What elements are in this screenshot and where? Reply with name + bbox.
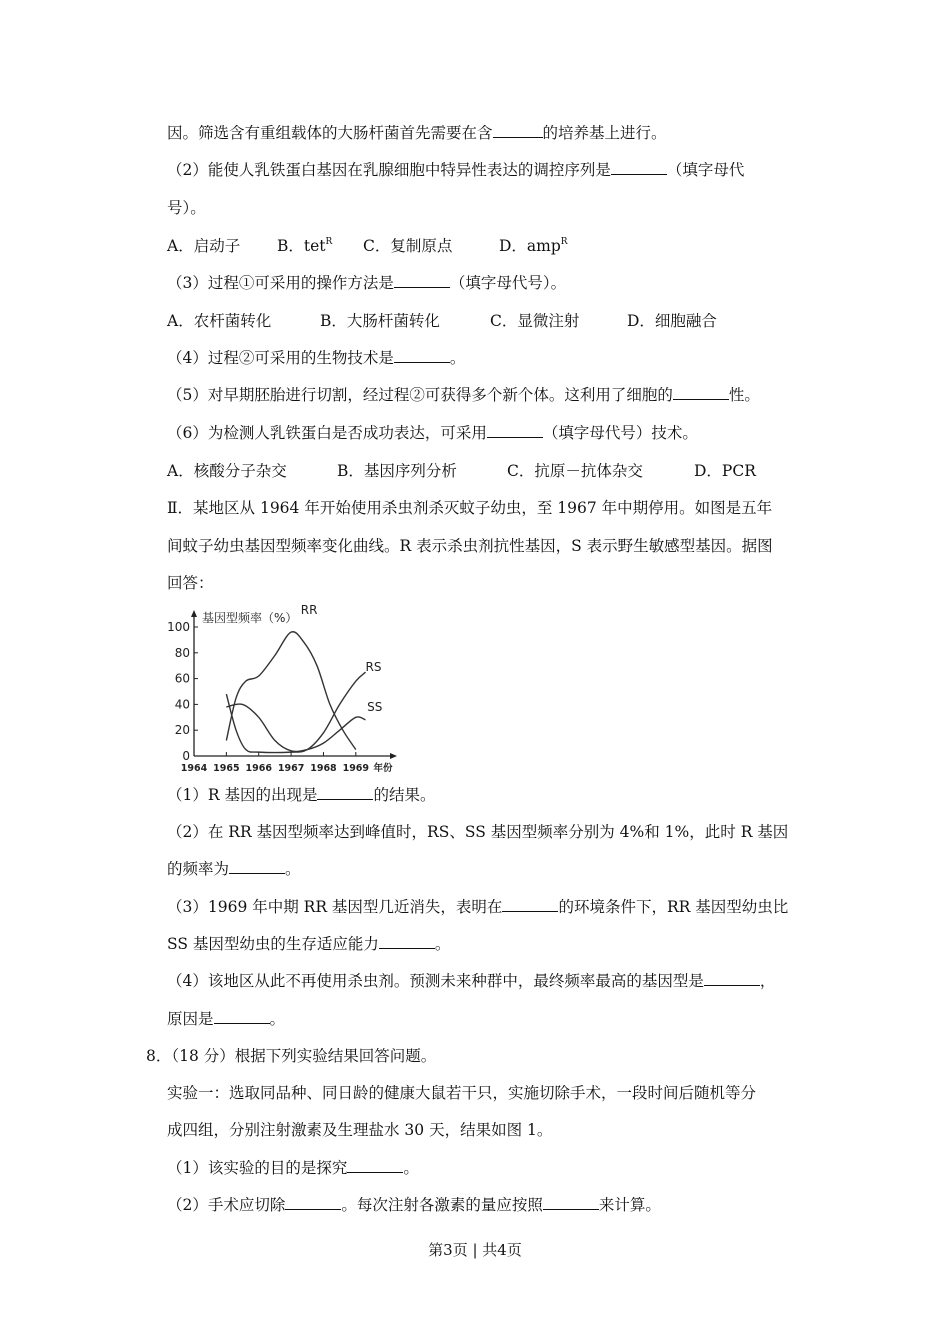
q7-p4-text-a: （4）过程②可采用的生物技术是 xyxy=(167,349,394,367)
q7-p2-cont: 号）。 xyxy=(167,199,206,217)
q7-p6-options xyxy=(167,461,756,481)
x-tick-label: 1968 xyxy=(310,763,337,774)
y-axis-arrow xyxy=(191,610,197,617)
answer-blank[interactable] xyxy=(347,1158,403,1173)
q7-p3-text-b: （填字母代号）。 xyxy=(449,274,567,292)
chart-series xyxy=(226,632,365,753)
option-d: D．PCR xyxy=(694,462,756,480)
q7-s3-cont-text-b: 。 xyxy=(434,935,451,953)
q7-s2-cont-text-a: 的频率为 xyxy=(167,860,230,878)
x-tick-label: 1966 xyxy=(245,763,272,774)
q7-s1 xyxy=(167,785,435,805)
option-d-text: D．amp xyxy=(499,237,561,255)
q7-s4 xyxy=(167,971,775,991)
answer-blank[interactable] xyxy=(317,785,373,800)
q7-p2-options xyxy=(167,236,568,256)
q8-exp1-line2: 成四组，分别注射激素及生理盐水 30 天，结果如图 1。 xyxy=(167,1121,553,1139)
x-tick-label: 1964 xyxy=(180,763,208,774)
y-tick-label: 40 xyxy=(174,697,190,712)
answer-blank[interactable] xyxy=(673,385,729,400)
option-c: C．显微注射 xyxy=(490,312,580,330)
answer-blank[interactable] xyxy=(704,971,760,986)
option-b-text: B．tet xyxy=(277,237,326,255)
q7-s4-text-b: ， xyxy=(759,972,776,990)
q7-p2-text-b: （填字母代 xyxy=(666,161,745,179)
q7-s3-cont-text-a: SS 基因型幼虫的生存适应能力 xyxy=(167,935,379,953)
q7-s2: （2）在 RR 基因型频率达到峰值时，RS、SS 基因型频率分别为 4%和 1%，此时 R 基因 xyxy=(167,823,789,841)
q7-s1-text-a: （1）R 基因的出现是 xyxy=(167,786,318,804)
series-line-rs xyxy=(226,672,365,752)
q7-line1-text-a: 因。筛选含有重组载体的大肠杆菌首先需要在含 xyxy=(167,124,493,142)
y-tick-label: 60 xyxy=(174,671,190,686)
series-label-ss: SS xyxy=(367,699,383,714)
answer-blank[interactable] xyxy=(487,423,543,438)
option-a: A．启动子 xyxy=(167,237,241,255)
x-axis-label: 年份 xyxy=(373,763,393,774)
q7-p6-text-b: （填字母代号）技术。 xyxy=(542,424,698,442)
option-b: B．基因序列分析 xyxy=(337,462,457,480)
q7-s4-text-a: （4）该地区从此不再使用杀虫剂。预测未来种群中，最终频率最高的基因型是 xyxy=(167,972,704,990)
q7-p2-text-a: （2）能使人乳铁蛋白基因在乳腺细胞中特异性表达的调控序列是 xyxy=(167,161,611,179)
q7-s3-cont xyxy=(167,934,450,954)
q7-part2-line3: 回答： xyxy=(167,574,214,592)
q7-s3-text-a: （3）1969 年中期 RR 基因型几近消失，表明在 xyxy=(167,898,503,916)
option-d-sup: R xyxy=(560,237,568,247)
x-tick-label: 1965 xyxy=(213,763,240,774)
page-footer: 第3页 | 共4页 xyxy=(428,1241,522,1259)
q8-p1-text-b: 。 xyxy=(403,1159,419,1177)
q7-p4-text-b: 。 xyxy=(449,349,466,367)
q7-s2-cont xyxy=(167,859,301,879)
chart-title: 基因型频率（%） xyxy=(202,611,298,625)
answer-blank[interactable] xyxy=(229,859,285,874)
q7-p3-text-a: （3）过程①可采用的操作方法是 xyxy=(167,274,394,292)
x-tick-label: 1967 xyxy=(277,763,305,774)
answer-blank[interactable] xyxy=(214,1009,270,1024)
q8-p1-text-a: （1）该实验的目的是探究 xyxy=(167,1159,348,1177)
q7-p3 xyxy=(167,273,566,293)
q8-p2 xyxy=(167,1195,661,1215)
y-tick-label: 100 xyxy=(167,620,190,634)
q8-exp1-line1: 实验一：选取同品种、同日龄的健康大鼠若干只，实施切除手术，一段时间后随机等分 xyxy=(167,1084,757,1102)
answer-blank[interactable] xyxy=(502,897,558,912)
answer-blank[interactable] xyxy=(394,348,450,363)
series-line-ss xyxy=(226,704,365,752)
option-d: D．细胞融合 xyxy=(627,312,717,330)
q7-s3-text-b: 的环境条件下，RR 基因型幼虫比 xyxy=(558,898,789,916)
y-tick-label: 0 xyxy=(182,749,190,763)
series-label-rs: RS xyxy=(365,659,382,674)
q7-s2-cont-text-b: 。 xyxy=(285,860,301,878)
answer-blank[interactable] xyxy=(611,160,667,175)
genotype-frequency-chart xyxy=(162,605,402,777)
answer-blank[interactable] xyxy=(379,934,435,949)
q7-p3-options xyxy=(167,311,717,331)
q8-p2-text-c: 来计算。 xyxy=(598,1196,661,1214)
q7-line1-text-b: 的培养基上进行。 xyxy=(542,124,667,142)
y-tick-label: 80 xyxy=(174,645,190,660)
answer-blank[interactable] xyxy=(493,123,543,138)
q7-p6 xyxy=(167,423,698,443)
q7-s4-cont-text-b: 。 xyxy=(269,1010,286,1028)
q7-line1 xyxy=(167,123,667,143)
q7-s1-text-b: 的结果。 xyxy=(373,786,436,804)
series-label-rr: RR xyxy=(300,605,318,618)
series-line-rr xyxy=(226,632,355,750)
answer-blank[interactable] xyxy=(543,1195,599,1210)
option-d xyxy=(499,236,568,256)
q7-part2-line2: 间蚊子幼虫基因型频率变化曲线。R 表示杀虫剂抗性基因，S 表示野生敏感型基因。据图 xyxy=(167,537,773,555)
q7-s4-cont-text-a: 原因是 xyxy=(167,1010,214,1028)
q7-p2 xyxy=(167,160,744,180)
q7-s4-cont xyxy=(167,1009,285,1029)
x-tick-label: 1969 xyxy=(342,763,370,774)
q7-part2-line1: Ⅱ．某地区从 1964 年开始使用杀虫剂杀灭蚊子幼虫，至 1967 年中期停用。如图是五年 xyxy=(167,499,773,517)
answer-blank[interactable] xyxy=(394,273,450,288)
q8-p2-text-b: 。每次注射各激素的量应按照 xyxy=(341,1196,543,1214)
option-c: C．抗原－抗体杂交 xyxy=(507,462,643,480)
q8-header: 8．（18 分）根据下列实验结果回答问题。 xyxy=(146,1047,437,1065)
x-axis-arrow xyxy=(390,753,397,759)
q7-p5-text-b: 性。 xyxy=(728,386,760,404)
q7-s3 xyxy=(167,897,788,917)
option-a: A．农杆菌转化 xyxy=(167,312,272,330)
y-tick-label: 20 xyxy=(174,723,190,738)
option-a: A．核酸分子杂交 xyxy=(167,462,287,480)
q7-p6-text-a: （6）为检测人乳铁蛋白是否成功表达，可采用 xyxy=(167,424,487,442)
q8-p2-text-a: （2）手术应切除 xyxy=(167,1196,286,1214)
q7-p4 xyxy=(167,348,465,368)
option-b: B．大肠杆菌转化 xyxy=(320,312,440,330)
q8-p1 xyxy=(167,1158,419,1178)
option-b xyxy=(277,236,363,256)
q7-p5 xyxy=(167,385,760,405)
answer-blank[interactable] xyxy=(285,1195,341,1210)
option-c: C．复制原点 xyxy=(363,237,453,255)
q7-p5-text-a: （5）对早期胚胎进行切割，经过程②可获得多个新个体。这利用了细胞的 xyxy=(167,386,673,404)
option-b-sup: R xyxy=(325,237,333,247)
chart-labels xyxy=(167,605,393,774)
